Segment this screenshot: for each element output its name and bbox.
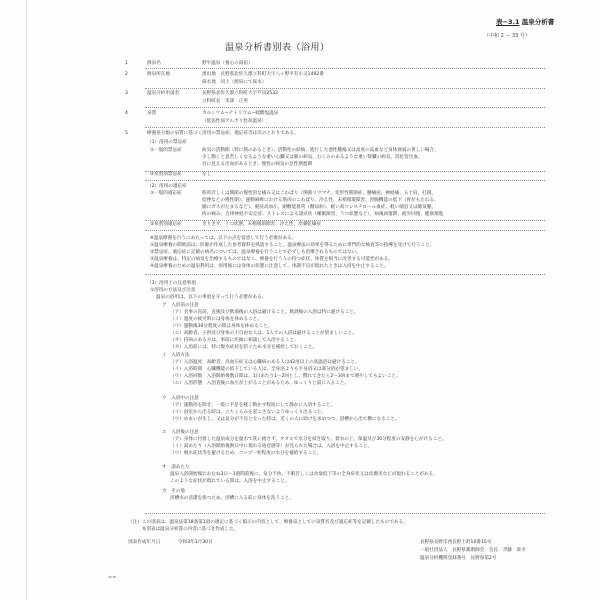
divider (145, 513, 545, 514)
page-edge-line (26, 0, 27, 600)
indic-specific-label: ②泉質別適応症 (150, 222, 182, 227)
divider (145, 220, 545, 221)
group-line: （イ）過度の疲労時には身体を休めること。 (170, 317, 262, 322)
divider (145, 180, 545, 181)
item-number: 5 (125, 131, 128, 136)
issue-date: 令和3年3月30日 (178, 540, 213, 545)
item-label: 温泉分析申請者 (147, 91, 180, 96)
group-line: 温泉入浴開始後おおむね3日〜1週間前後に、気分不快、不眠若しくは食欲低下等の全身症状又は皮膚炎などが現れることがある。 (170, 472, 438, 477)
item-number: 3 (125, 91, 128, 96)
issue-date-label: 別表作成年月日 (128, 540, 161, 545)
table-header (496, 17, 554, 26)
group-title: ア 入浴前の注意 (162, 303, 199, 308)
item-value: 採水地 同上（源泉にて採水） (202, 80, 267, 85)
item-value: 立科町長 米澤 正男 (202, 99, 248, 104)
contra-heading: （1）浴用の禁忌症 (147, 140, 187, 145)
group-line: （ウ）入浴回数 入浴開始後数日間は、1日あたり1〜2回とし、慣れてきたら2〜3回まで増やしてもよいこと。 (170, 374, 401, 379)
document-number: （中和 2 ー 33 号） (484, 33, 530, 39)
group-line: （イ）入浴時間 心臓機能の低下している人は、全身浴よりも半身浴又は部分浴が望ましい。 (170, 367, 363, 372)
divider (145, 274, 545, 275)
divider (145, 107, 545, 108)
group-line: 浴槽水の清潔を保つため、浴槽に入る前に身体を洗うこと。 (170, 496, 294, 501)
footer-note: 本別表は温泉分析書の内容に基づき作成した。 (128, 527, 239, 532)
item-number: 1 (125, 61, 128, 66)
group-line: （ア）入浴温度 高齢者、高血圧症又は心臓病のある人は42度以上の高温浴は避けること。 (170, 360, 360, 365)
group-line: （イ）浴室から出る時は、立ちくらみを起こさないようゆっくり出ること。 (170, 410, 327, 415)
note-line: ③温泉療養は、特定の病気を治療するものではなく、療養を行う人の持つ症状、体質を相当に改善する可能性がある。 (150, 257, 393, 262)
indic-line: 痔の痛み、自律神経不安定症、ストレスによる諸症状（睡眠障害、うつ状態など）、病後回復期、疲労回復、健康増進 (202, 212, 444, 217)
page-title: 温泉分析書別表（浴用） (225, 43, 330, 53)
contra-general-label: ①一般的禁忌症 (150, 148, 182, 153)
contra-line: 病気の活動期（特に熱のあるとき）、活動性の結核、進行した悪性腫瘍又は高度の貧血など身体衰弱の著しい場合、 (202, 148, 439, 153)
item-number: 2 (125, 72, 128, 77)
group-line: （エ）入浴形態 入浴直後に血圧が上がることがあるため、ゆっくりと湯に入ること。 (170, 381, 349, 386)
group-line: （カ）入浴前には、特に脱水症状を防ぐため水分を補給しておくこと。 (170, 345, 318, 350)
divider (145, 127, 545, 128)
note-line: ④温泉療養のための温泉利用は、浴用後には身体の状態に注意して、体調不良が現れたときは入浴を中止すること。 (150, 264, 389, 269)
item-label: 泉質 (147, 111, 157, 116)
footer-note: （注）この別表は、温泉法第18条第1項の規定に基づく掲示の内容として、療養泉としての泉質名及び適応症等を記載したものである。 (128, 520, 408, 525)
group-title: イ 入浴方法 (162, 353, 190, 358)
method-sub: ①浴用の方法及び注意 (150, 288, 196, 293)
contra-line: 目に見える出血があるとき、慢性の病気の急性増悪期 (202, 162, 313, 167)
divider (145, 230, 545, 231)
table-title: 温泉分析書 (521, 18, 555, 26)
table-number: 表−3.1 (496, 18, 520, 26)
contra-specific-label: ②泉質別禁忌症 (150, 172, 182, 177)
group-line: （ア）運動浴を除き、一般に手足を軽く動かす程度にして静かに入浴すること。 (170, 403, 336, 408)
item-label: 源泉所在地 (147, 72, 170, 77)
group-title: カ その他 (162, 489, 185, 494)
group-line: （ウ）運動後30分程度の間は身体を休めること。 (170, 324, 273, 329)
contra-line: 少し動くと息苦しくなるような重い心臓又は肺の病気、むくみのあるような重い腎臓の病気、消化管出血、 (202, 155, 423, 160)
group-line: （イ）湯あたり（入浴開始後数日中に現れる倦怠感等）が見られた場合は、入浴を中止すること。 (170, 444, 373, 449)
note-line: ①温泉療養の開始前は、医師が作成した参考資料を熟読すること。温泉療法の効果を得るために専門的な検査等の指導を受けて行うこと。 (150, 243, 435, 248)
group-line: （エ）高齢者、子供及び身体の不自由な人は、1人での入浴は避けることが望ましいこと。 (170, 331, 357, 336)
issuer-org: 一般社団法人 長野県薬剤師会 会長 斉藤 貴幸 (420, 548, 526, 553)
issuer-lab: 温泉分析機関登録番号 長野県第2号 (420, 556, 497, 561)
indic-line: 腸にガスがたまるなど）、軽症高血圧、耐糖能異常（糖尿病）、軽い高コレステロール血症、軽い喘息又は肺気腫、 (202, 205, 436, 210)
divider (145, 68, 545, 69)
divider (145, 88, 545, 89)
method-intro: 温泉の浴用は、以下の事項を守って行う必要がある。 (156, 295, 267, 300)
item-number: 4 (125, 111, 128, 116)
item-value: 湧出地 長野県北佐久郡立科町大字八ヶ野平有小又1492番 (202, 72, 324, 77)
group-line: （ア）食事の直前、直後及び飲酒後の入浴は避けること。飲酒後の入浴は特に避けること。 (170, 310, 359, 315)
item-value: 長野県北佐久郡立科町大字芦田2532 (202, 91, 279, 96)
indic-line: 筋肉若しくは関節の慢性的な痛み又はこわばり（関節リウマチ、変形性関節症、腰痛症、神経痛、五十肩、打撲、 (202, 191, 436, 196)
indic-line: 捻挫などの慢性期）、運動麻痺における筋肉のこわばり、冷え性、末梢循環障害、胃腸機能の低下（胃がもたれる、 (202, 198, 439, 203)
item-value: （低張性弱アルカリ性高温泉） (202, 119, 267, 124)
item-value: 野牛温泉（養心の湯宿） (202, 61, 253, 66)
group-title: エ 入浴後の注意 (162, 430, 199, 435)
item-value: 療養泉分類の泉質に基づく浴用の禁忌症、適応症等は次のとおりである。 (147, 131, 299, 136)
indic-heading: （2）浴用の適応症 (147, 184, 187, 189)
contra-specific-value: なし (202, 172, 212, 177)
group-line: （ア）身体に付着した温泉成分を温水で洗い流さず、タオルで水分を拭き取り、着衣の上、保温及び30分程度の安静を心がけること。 (170, 437, 447, 442)
issuer-address: 長野県長野市西長野上町10番15号 (420, 540, 492, 545)
indic-specific-value: きりきず、うつ状態、末梢循環障害、冷え性、皮膚乾燥症 (202, 222, 322, 227)
note-line: ※温泉療養を行うにあたっては、以下の点を留意して行う必要がある。 (150, 236, 297, 241)
group-title: オ 湯あたり (162, 465, 190, 470)
group-line: （ウ）めまいが生じ、又は気分が不良となった時は、近くの人に助けを求めつつ、浴槽から出て横になること。 (170, 417, 400, 422)
group-line: このような症状が現れている間は、入浴を中止すること。 (170, 479, 290, 484)
method-heading: （3）浴用上の注意事項 (147, 281, 196, 286)
group-line: （オ）持病のある方は、事前に医師に相談して入浴すること。 (170, 338, 299, 343)
item-label: 源泉名 (147, 61, 161, 66)
group-title: ウ 入浴中の注意 (162, 396, 199, 401)
group-line: （ウ）脱水症状等を避けるため、コップ一杯程度の水分を補給すること。 (170, 451, 322, 456)
margin-mark: == (108, 575, 117, 581)
item-value: カルシウム−ナトリウム−硫酸塩温泉 (202, 111, 279, 116)
note-line: ②禁忌症、適応症に記載の病名については、温泉療養を行うことで必ずしも治療されるものではない。 (150, 250, 361, 255)
indic-general-label: ①一般的適応症 (150, 191, 182, 196)
